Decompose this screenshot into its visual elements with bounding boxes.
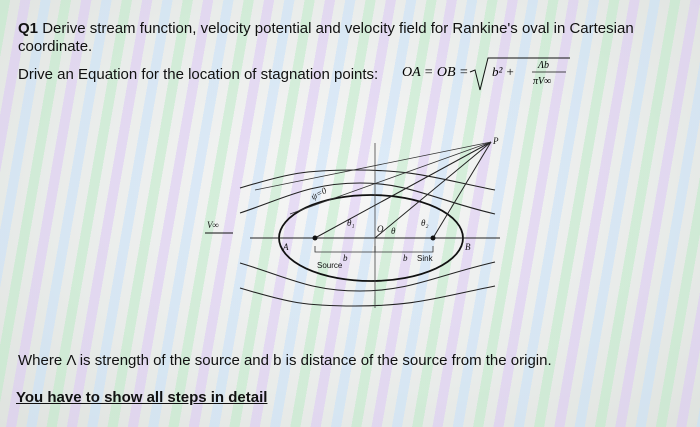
label-psi-zero: ψ=0 xyxy=(309,185,329,202)
dimension-b-left xyxy=(315,246,375,252)
sqrt-sign xyxy=(470,58,570,90)
label-b-point: B xyxy=(465,242,471,252)
streamline xyxy=(240,286,495,306)
ray-p xyxy=(290,142,491,214)
label-sink: Sink xyxy=(417,254,433,263)
rankine-oval-diagram xyxy=(195,128,515,333)
stagnation-equation xyxy=(402,56,572,94)
ray-origin-p xyxy=(375,142,491,238)
source-point xyxy=(313,236,318,241)
label-theta: θ xyxy=(391,226,396,236)
where-text: Where Λ is strength of the source and b is distance of the source from the origin. xyxy=(18,352,552,369)
streamline xyxy=(240,170,495,190)
label-source: Source xyxy=(317,261,343,270)
label-theta1: θ₁ xyxy=(347,218,355,228)
equation-lhs: OA = OB = xyxy=(402,65,469,80)
streamline xyxy=(240,262,495,291)
label-b-right: b xyxy=(403,253,408,263)
ray-source-p xyxy=(315,142,491,238)
label-b-left: b xyxy=(343,253,348,263)
ray-sink-p xyxy=(433,142,491,238)
question-line-1 xyxy=(18,20,634,37)
label-a: A xyxy=(283,242,289,252)
question-line-2: coordinate. xyxy=(18,38,93,55)
instruction-text: You have to show all steps in detail xyxy=(16,389,268,406)
dimension-b-right xyxy=(375,246,433,252)
label-v-inf: V∞ xyxy=(207,220,219,230)
label-theta2: θ₂ xyxy=(421,218,429,228)
label-p: P xyxy=(493,136,499,146)
question-text: Derive stream function, velocity potential and velocity field for Rankine's oval in Cartesian xyxy=(42,20,634,37)
equation-b-squared: b² + xyxy=(492,64,515,79)
drive-equation-text: Drive an Equation for the location of stagnation points: xyxy=(18,66,379,83)
sink-point xyxy=(431,236,436,241)
label-o: O xyxy=(377,224,384,234)
ray-p xyxy=(255,142,491,190)
question-number: Q1 xyxy=(18,20,39,37)
equation-numerator: Λb xyxy=(538,60,550,71)
equation-denominator: πV∞ xyxy=(533,76,552,87)
